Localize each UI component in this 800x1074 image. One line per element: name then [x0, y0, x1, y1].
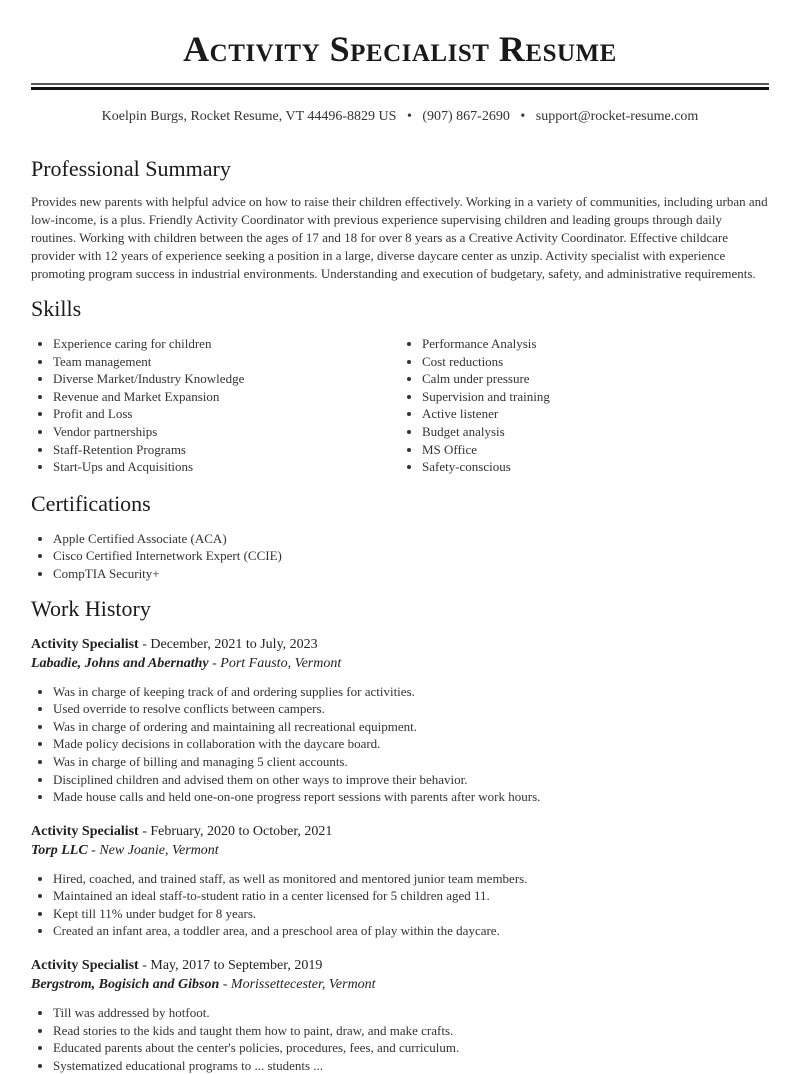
- bullet-separator-icon: •: [406, 109, 412, 124]
- job-title-line: [31, 822, 769, 841]
- company-name: Labadie, Johns and Abernathy: [31, 655, 209, 671]
- skill-item: • Vendor partnerships: [53, 423, 400, 441]
- duty-item: • Used override to resolve conflicts between campers.: [53, 700, 769, 718]
- duty-item: • Was in charge of billing and managing 5 client accounts.: [53, 753, 769, 771]
- skill-item: • MS Office: [422, 441, 769, 459]
- skill-item: • Revenue and Market Expansion: [53, 388, 400, 406]
- job-title-line: [31, 956, 769, 975]
- duty-item: • Made policy decisions in collaboration with the daycare board.: [53, 735, 769, 753]
- skill-item: • Budget analysis: [422, 423, 769, 441]
- summary-heading: Professional Summary: [31, 156, 231, 181]
- skills-left-column: [31, 335, 400, 476]
- duty-item: • Hired, coached, and trained staff, as well as monitored and mentored junior team members.: [53, 870, 769, 888]
- company-line: [31, 975, 769, 994]
- duty-item: • Made house calls and held one-on-one progress report sessions with parents after work hours.: [53, 788, 769, 806]
- skills-list: [31, 335, 769, 476]
- duties-list: [31, 870, 769, 940]
- skill-item: • Cost reductions: [422, 353, 769, 371]
- duty-item: • Was in charge of keeping track of and ordering supplies for activities.: [53, 683, 769, 701]
- skill-item: • Staff-Retention Programs: [53, 441, 400, 459]
- company-name: Torp LLC: [31, 842, 88, 858]
- skill-item: • Team management: [53, 353, 400, 371]
- job-dates: - February, 2020 to October, 2021: [138, 823, 333, 839]
- company-location: - Port Fausto, Vermont: [208, 655, 342, 671]
- skill-item: • Start-Ups and Acquisitions: [53, 458, 400, 476]
- contact-address: Koelpin Burgs, Rocket Resume, VT 44496-8829 US: [101, 109, 397, 124]
- skill-item: • Supervision and training: [422, 388, 769, 406]
- job-entry: [31, 956, 769, 1074]
- duty-item: • Was in charge of ordering and maintaining all recreational equipment.: [53, 718, 769, 736]
- skill-item: • Experience caring for children: [53, 335, 400, 353]
- certifications-list: [31, 530, 769, 583]
- duties-list: [31, 683, 769, 806]
- certification-item: • Cisco Certified Internetwork Expert (CCIE): [53, 547, 769, 565]
- company-location: - Morissettecester, Vermont: [219, 977, 376, 993]
- company-location: - New Joanie, Vermont: [87, 842, 219, 858]
- job-title: Activity Specialist: [31, 958, 139, 974]
- job-entry: [31, 635, 769, 806]
- duty-item: • Maintained an ideal staff-to-student ratio in a center licensed for 5 children aged 11.: [53, 887, 769, 905]
- work-history-heading: Work History: [31, 595, 151, 621]
- header-rule-top: [31, 83, 769, 85]
- skills-heading: Skills: [31, 296, 82, 321]
- skills-right-column: [400, 335, 769, 476]
- job-title-line: [31, 635, 769, 654]
- duty-item: • Till was addressed by hotfoot.: [53, 1004, 769, 1022]
- skill-item: • Performance Analysis: [422, 335, 769, 353]
- skill-item: • Calm under pressure: [422, 370, 769, 388]
- skill-item: • Active listener: [422, 405, 769, 423]
- certification-item: • CompTIA Security+: [53, 565, 769, 583]
- certification-item: • Apple Certified Associate (ACA): [53, 530, 769, 548]
- duty-item: • Disciplined children and advised them on other ways to improve their behavior.: [53, 771, 769, 789]
- duty-item: • Created an infant area, a toddler area, and a preschool area of play within the daycare.: [53, 922, 769, 940]
- job-title: Activity Specialist: [31, 823, 139, 839]
- bullet-separator-icon: •: [520, 109, 526, 124]
- header-rule-bottom: [31, 87, 769, 90]
- skill-item: • Diverse Market/Industry Knowledge: [53, 370, 400, 388]
- duties-list: [31, 1004, 769, 1074]
- skill-item: • Safety-conscious: [422, 458, 769, 476]
- duty-item: • Read stories to the kids and taught them how to paint, draw, and make crafts.: [53, 1022, 769, 1040]
- contact-line: [31, 107, 769, 127]
- resume-title: Activity Specialist Resume: [183, 29, 617, 69]
- skill-item: • Profit and Loss: [53, 405, 400, 423]
- company-name: Bergstrom, Bogisich and Gibson: [31, 977, 220, 993]
- duty-item: • Systematized educational programs to ... students ...: [53, 1057, 769, 1074]
- certifications-heading: Certifications: [31, 490, 151, 516]
- company-line: [31, 654, 769, 673]
- job-title: Activity Specialist: [31, 636, 139, 652]
- job-dates: - December, 2021 to July, 2023: [138, 636, 318, 652]
- duty-item: • Kept till 11% under budget for 8 years.: [53, 905, 769, 923]
- summary-text: Provides new parents with helpful advice on how to raise their children effectively. Working in a variety of communities, including urban and low-income, is a plus. Friendly Activity Coordinator with previous experience supervising children and leading groups through daily routines. Working with children between the ages of 17 and 18 for over 8 years as a Creative Activity Coordinator. Effective childcare provider with 12 years of experience seeking a position in a large, diverse daycare center as unzip. Activity specialist with experience promoting program success in industrial environments. Understanding and execution of budgetary, safety, and administrative requirements.: [31, 194, 768, 281]
- job-entry: [31, 822, 769, 940]
- contact-email: support@rocket-resume.com: [535, 109, 699, 124]
- job-dates: - May, 2017 to September, 2019: [138, 958, 323, 974]
- contact-phone: (907) 867-2690: [422, 109, 510, 124]
- company-line: [31, 841, 769, 860]
- duty-item: • Educated parents about the center's policies, procedures, fees, and curriculum.: [53, 1039, 769, 1057]
